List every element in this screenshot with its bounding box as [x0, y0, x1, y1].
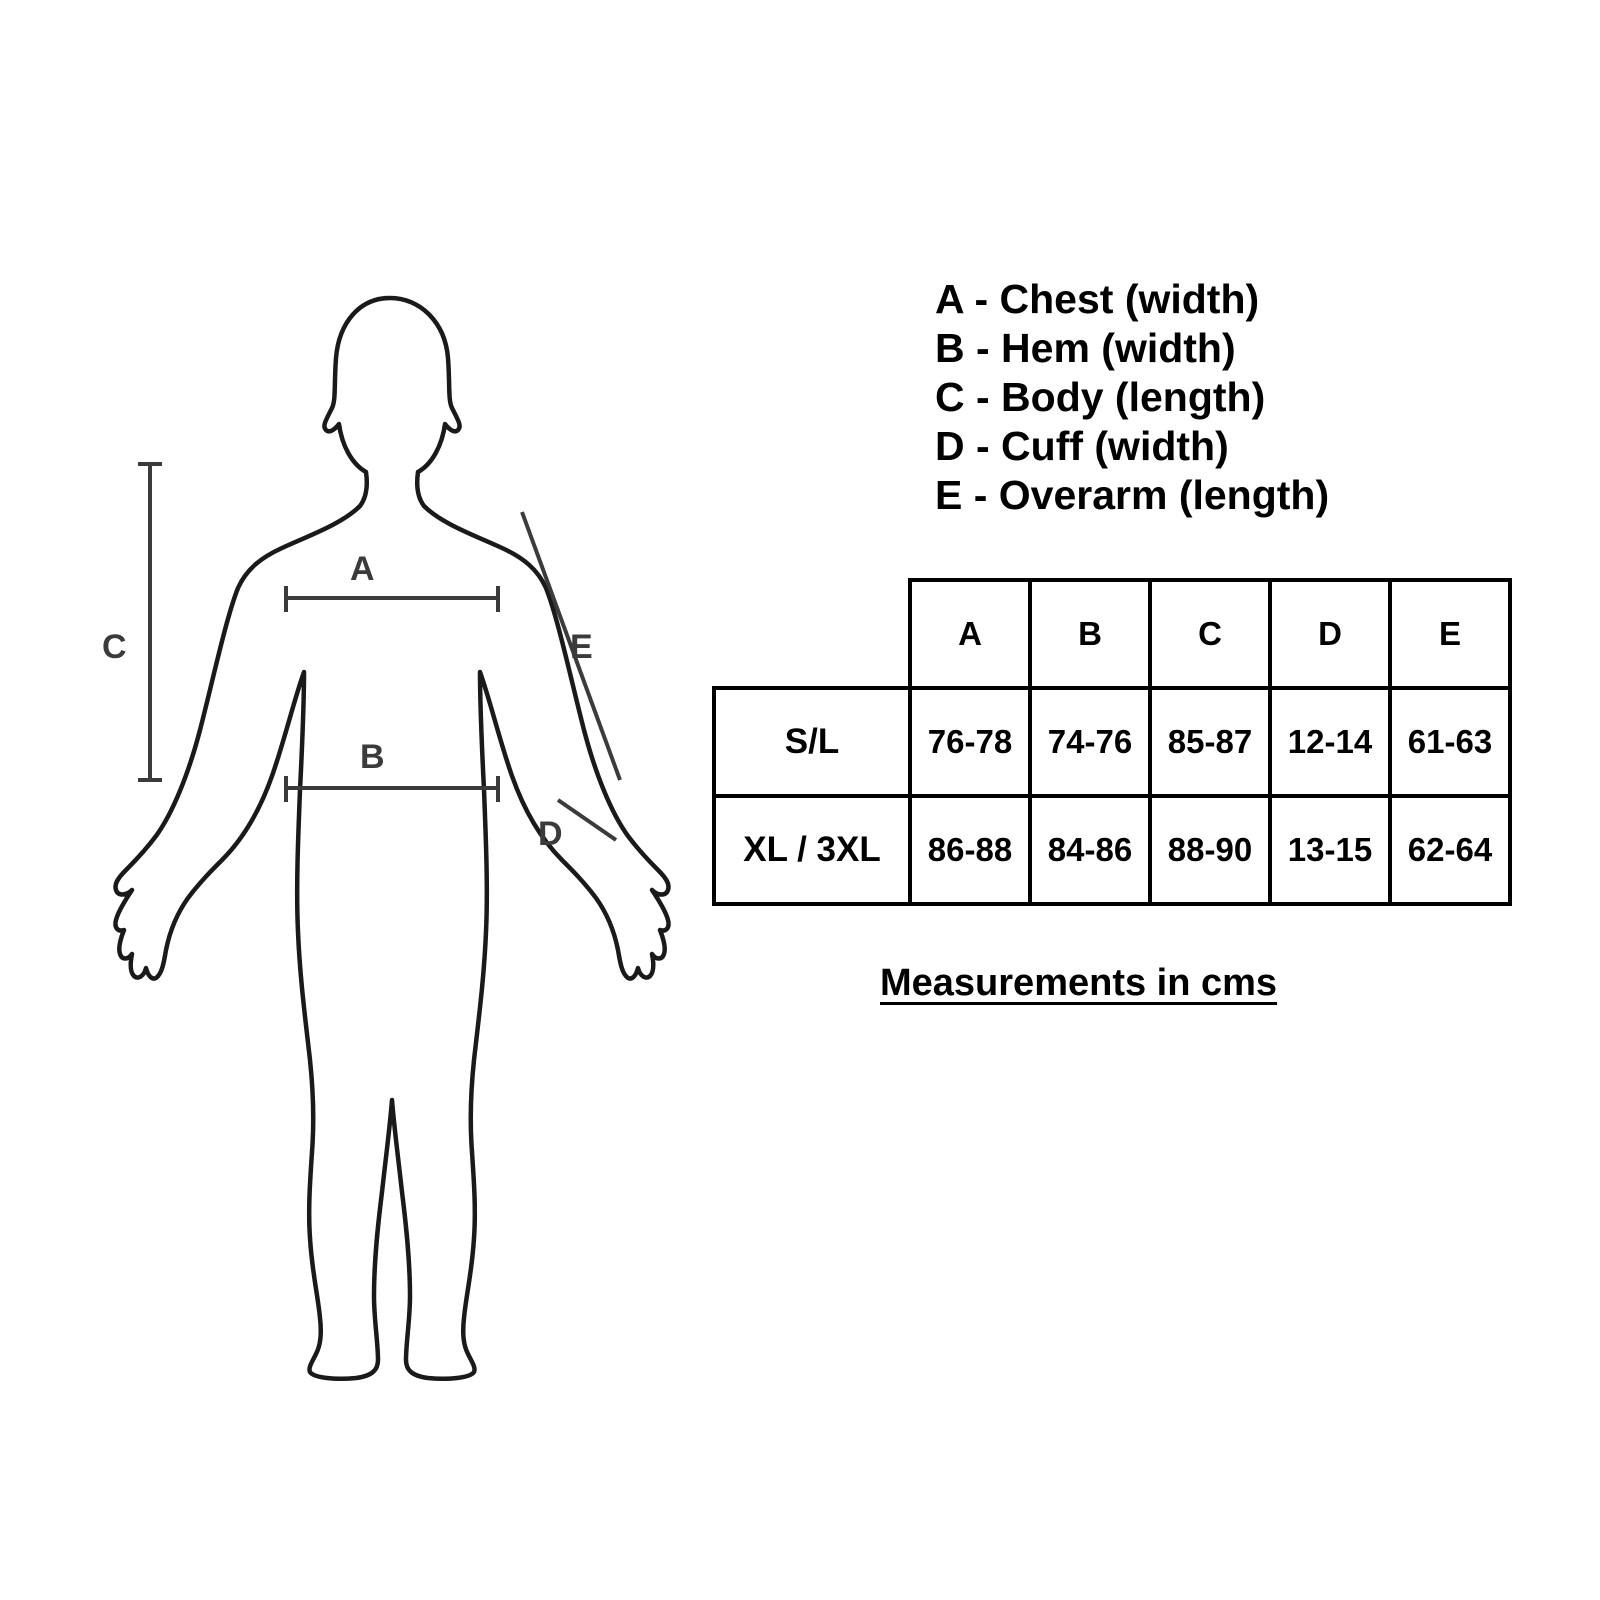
cell-d: 12-14	[1270, 688, 1390, 796]
measurement-legend	[935, 275, 1555, 520]
table-corner-cell	[714, 580, 910, 688]
column-header-a: A	[910, 580, 1030, 688]
column-header-c: C	[1150, 580, 1270, 688]
table-header-row	[714, 580, 1510, 688]
table-row	[714, 688, 1510, 796]
cell-b: 84-86	[1030, 796, 1150, 904]
cell-e: 62-64	[1390, 796, 1510, 904]
legend-item-e: E - Overarm (length)	[935, 472, 1330, 518]
column-header-b: B	[1030, 580, 1150, 688]
cell-a: 76-78	[910, 688, 1030, 796]
diagram-label-a: A	[350, 550, 375, 588]
size-chart-table	[712, 578, 1512, 906]
cell-c: 85-87	[1150, 688, 1270, 796]
column-header-d: D	[1270, 580, 1390, 688]
legend-item-d: D - Cuff (width)	[935, 423, 1229, 469]
legend-item-b: B - Hem (width)	[935, 325, 1236, 371]
cell-a: 86-88	[910, 796, 1030, 904]
cell-e: 61-63	[1390, 688, 1510, 796]
cell-b: 74-76	[1030, 688, 1150, 796]
row-size-label: XL / 3XL	[714, 796, 910, 904]
cell-d: 13-15	[1270, 796, 1390, 904]
size-chart-table-wrapper	[712, 578, 1512, 906]
diagram-label-b: B	[360, 738, 385, 776]
diagram-label-e: E	[570, 628, 593, 666]
body-measurement-diagram	[60, 280, 720, 1400]
row-size-label: S/L	[714, 688, 910, 796]
diagram-label-d: D	[538, 815, 563, 853]
measurement-units-note: Measurements in cms	[880, 962, 1278, 1004]
diagram-label-c: C	[102, 628, 127, 666]
legend-item-a: A - Chest (width)	[935, 276, 1260, 322]
column-header-e: E	[1390, 580, 1510, 688]
legend-item-c: C - Body (length)	[935, 374, 1266, 420]
cell-c: 88-90	[1150, 796, 1270, 904]
table-row	[714, 796, 1510, 904]
body-outline-icon	[60, 280, 720, 1400]
